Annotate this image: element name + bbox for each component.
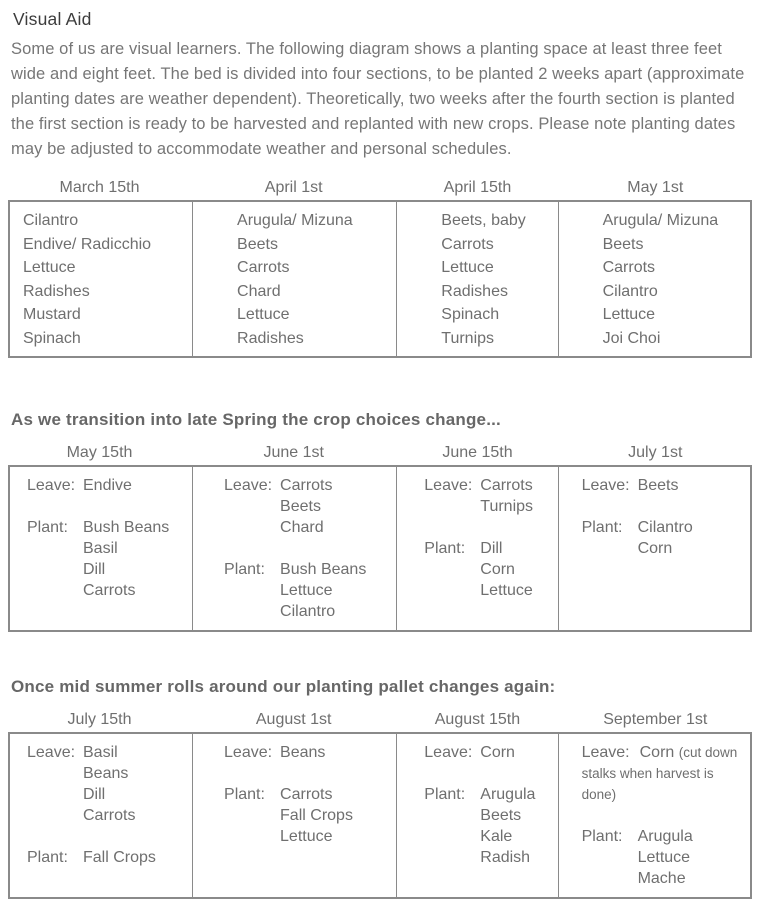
plant-group (224, 559, 392, 622)
crop-item: Beets (637, 477, 679, 494)
plant-group (582, 517, 746, 559)
late-spring-planting-table (8, 443, 752, 632)
table-cell-september-1 (558, 734, 750, 897)
plant-group (424, 784, 553, 868)
leave-items (280, 475, 392, 538)
crop-list (441, 209, 553, 350)
crop-item: Lettuce (441, 259, 494, 276)
crop-item: Bush Beans (83, 519, 170, 536)
leave-note: (cut down stalks when harvest is done) (581, 745, 738, 802)
crop-item: Lettuce (480, 582, 533, 599)
date-header-row (8, 710, 752, 729)
table-body (8, 732, 752, 899)
crop-item: Carrots (280, 786, 333, 803)
crop-item: Carrots (280, 477, 333, 494)
crop-item: Lettuce (602, 306, 656, 323)
plant-group (424, 538, 553, 601)
crop-item: Beets (280, 498, 321, 515)
plant-group (582, 826, 746, 889)
table-cell-august-15 (396, 734, 557, 897)
leave-items (638, 475, 746, 496)
crop-item: Chard (280, 519, 324, 536)
date-header-row (8, 178, 752, 197)
crop-item: Lettuce (23, 259, 76, 276)
column-header-july-1: July 1st (628, 444, 683, 461)
plant-group (27, 517, 188, 601)
leave-with-note (582, 742, 746, 805)
crop-item: Arugula/ Mizuna (602, 212, 719, 229)
leave-group (424, 475, 553, 517)
plant-label: Plant: (424, 540, 466, 557)
crop-item: Cilantro (637, 519, 693, 536)
leave-group (582, 742, 746, 805)
crop-item: Arugula (480, 786, 536, 803)
table-cell-april-15 (396, 202, 557, 356)
table-cell-july-15 (10, 734, 192, 897)
crop-item: Joi Choi (602, 329, 661, 347)
crop-item: Carrots (237, 259, 290, 276)
crop-item: Lettuce (237, 306, 290, 323)
table-body (8, 465, 752, 632)
table-cell-may-15 (10, 467, 192, 630)
plant-group (224, 784, 392, 847)
table-cell-august-1 (192, 734, 396, 897)
table-cell-july-1 (558, 467, 750, 630)
crop-item: Carrots (441, 235, 494, 253)
crop-item: Endive (83, 477, 132, 494)
crop-item: Cilantro (280, 603, 336, 620)
crop-item: Beans (83, 765, 129, 782)
crop-item: Beans (280, 744, 326, 761)
crop-item: Beets (602, 235, 644, 253)
leave-label: Leave: (581, 477, 630, 494)
crop-item: Arugula/ Mizuna (237, 212, 353, 229)
leave-label: Leave: (224, 744, 273, 761)
plant-label: Plant: (224, 561, 265, 578)
mid-summer-planting-table (8, 710, 752, 899)
leave-group (27, 742, 188, 826)
crop-list (237, 209, 392, 350)
crop-item: Kale (480, 828, 513, 845)
crop-item: Carrots (602, 259, 656, 276)
plant-items (638, 517, 746, 559)
leave-items (83, 742, 188, 826)
crop-item: Spinach (441, 306, 500, 323)
leave-label: Leave: (27, 744, 76, 761)
section-heading-mid-summer: Once mid summer rolls around our planting pallet changes again: (11, 677, 556, 696)
column-header-april-1: April 1st (264, 179, 323, 196)
table-cell-may-1 (558, 202, 750, 356)
leave-label: Leave: (224, 477, 273, 494)
crop-item: Mache (637, 870, 686, 887)
plant-label: Plant: (581, 828, 623, 845)
plant-items (638, 826, 746, 889)
plant-label: Plant: (581, 519, 623, 536)
crop-item: Fall Crops (83, 849, 156, 866)
leave-group (224, 742, 392, 763)
crop-item: Dill (83, 561, 106, 578)
crop-item: Radish (480, 849, 531, 866)
column-header-march-15: March 15th (59, 179, 140, 196)
leave-label: Leave: (424, 744, 473, 761)
crop-item: Corn (637, 540, 673, 557)
column-header-june-15: June 15th (442, 444, 513, 461)
leave-crop: Corn (639, 744, 675, 761)
leave-group (582, 475, 746, 496)
crop-list (23, 209, 188, 350)
column-header-august-1: August 1st (255, 711, 332, 728)
column-header-april-15: April 15th (443, 179, 512, 196)
table-body (8, 200, 752, 358)
crop-item: Corn (480, 744, 515, 761)
crop-item: Turnips (441, 329, 495, 347)
crop-item: Mustard (23, 306, 81, 323)
page-title: Visual Aid (13, 9, 92, 29)
crop-item: Dill (83, 786, 106, 803)
crop-item: Beets, baby (441, 212, 526, 229)
plant-label: Plant: (27, 519, 68, 536)
crop-item: Carrots (480, 477, 533, 494)
date-header-row (8, 443, 752, 462)
table-cell-june-1 (192, 467, 396, 630)
crop-item: Beets (237, 235, 278, 253)
plant-items (480, 784, 553, 868)
plant-group (27, 847, 188, 868)
crop-item: Cilantro (23, 212, 79, 229)
column-header-july-15: July 15th (67, 711, 132, 728)
crop-item: Carrots (83, 582, 136, 599)
crop-item: Cilantro (602, 282, 658, 300)
crop-item: Turnips (480, 498, 534, 515)
crop-item: Radishes (237, 329, 304, 347)
leave-group (424, 742, 553, 763)
crop-item: Fall Crops (280, 807, 353, 824)
table-cell-april-1 (192, 202, 396, 356)
crop-item: Bush Beans (280, 561, 367, 578)
crop-item: Carrots (83, 807, 136, 824)
crop-item: Lettuce (280, 828, 333, 845)
plant-items (83, 847, 188, 868)
leave-group (27, 475, 188, 496)
crop-item: Lettuce (637, 849, 691, 866)
leave-items (480, 742, 553, 763)
column-header-june-1: June 1st (263, 444, 324, 461)
crop-item: Endive/ Radicchio (23, 235, 152, 253)
crop-item: Beets (480, 807, 522, 824)
leave-items (280, 742, 392, 763)
table-cell-march-15 (10, 202, 192, 356)
crop-item: Arugula (637, 828, 693, 845)
plant-items (280, 559, 392, 622)
plant-items (280, 784, 392, 847)
section-heading-late-spring: As we transition into late Spring the crop choices change... (11, 410, 501, 429)
plant-label: Plant: (424, 786, 466, 803)
leave-items (83, 475, 188, 496)
column-header-august-15: August 15th (434, 711, 521, 728)
column-header-may-1: May 1st (627, 179, 684, 196)
leave-items (480, 475, 553, 517)
leave-group (224, 475, 392, 538)
crop-item: Corn (480, 561, 515, 578)
intro-paragraph: Some of us are visual learners. The following diagram shows a planting space at least three feet wide and eight feet. The bed is divided into four sections, to be planted 2 weeks apart (approximate planting dates are weather dependent). Theoretically, two weeks after the fourth section is planted the first section is ready to be harvested and replanted with new crops. Please note planting dates may be adjusted to accommodate weather and personal schedules. (11, 40, 745, 158)
crop-item: Radishes (23, 282, 90, 300)
crop-list (603, 209, 746, 350)
crop-item: Chard (237, 282, 281, 300)
column-header-september-1: September 1st (603, 711, 708, 728)
crop-item: Basil (83, 744, 118, 761)
plant-items (480, 538, 553, 601)
crop-item: Spinach (23, 329, 81, 347)
crop-item: Radishes (441, 282, 508, 300)
leave-label: Leave: (581, 744, 630, 761)
crop-item: Basil (83, 540, 118, 557)
plant-label: Plant: (224, 786, 265, 803)
column-header-may-15: May 15th (66, 444, 133, 461)
plant-label: Plant: (27, 849, 68, 866)
early-spring-planting-table (8, 178, 752, 358)
plant-items (83, 517, 188, 601)
leave-label: Leave: (27, 477, 76, 494)
leave-label: Leave: (424, 477, 473, 494)
crop-item: Dill (480, 540, 503, 557)
table-cell-june-15 (396, 467, 557, 630)
crop-item: Lettuce (280, 582, 333, 599)
